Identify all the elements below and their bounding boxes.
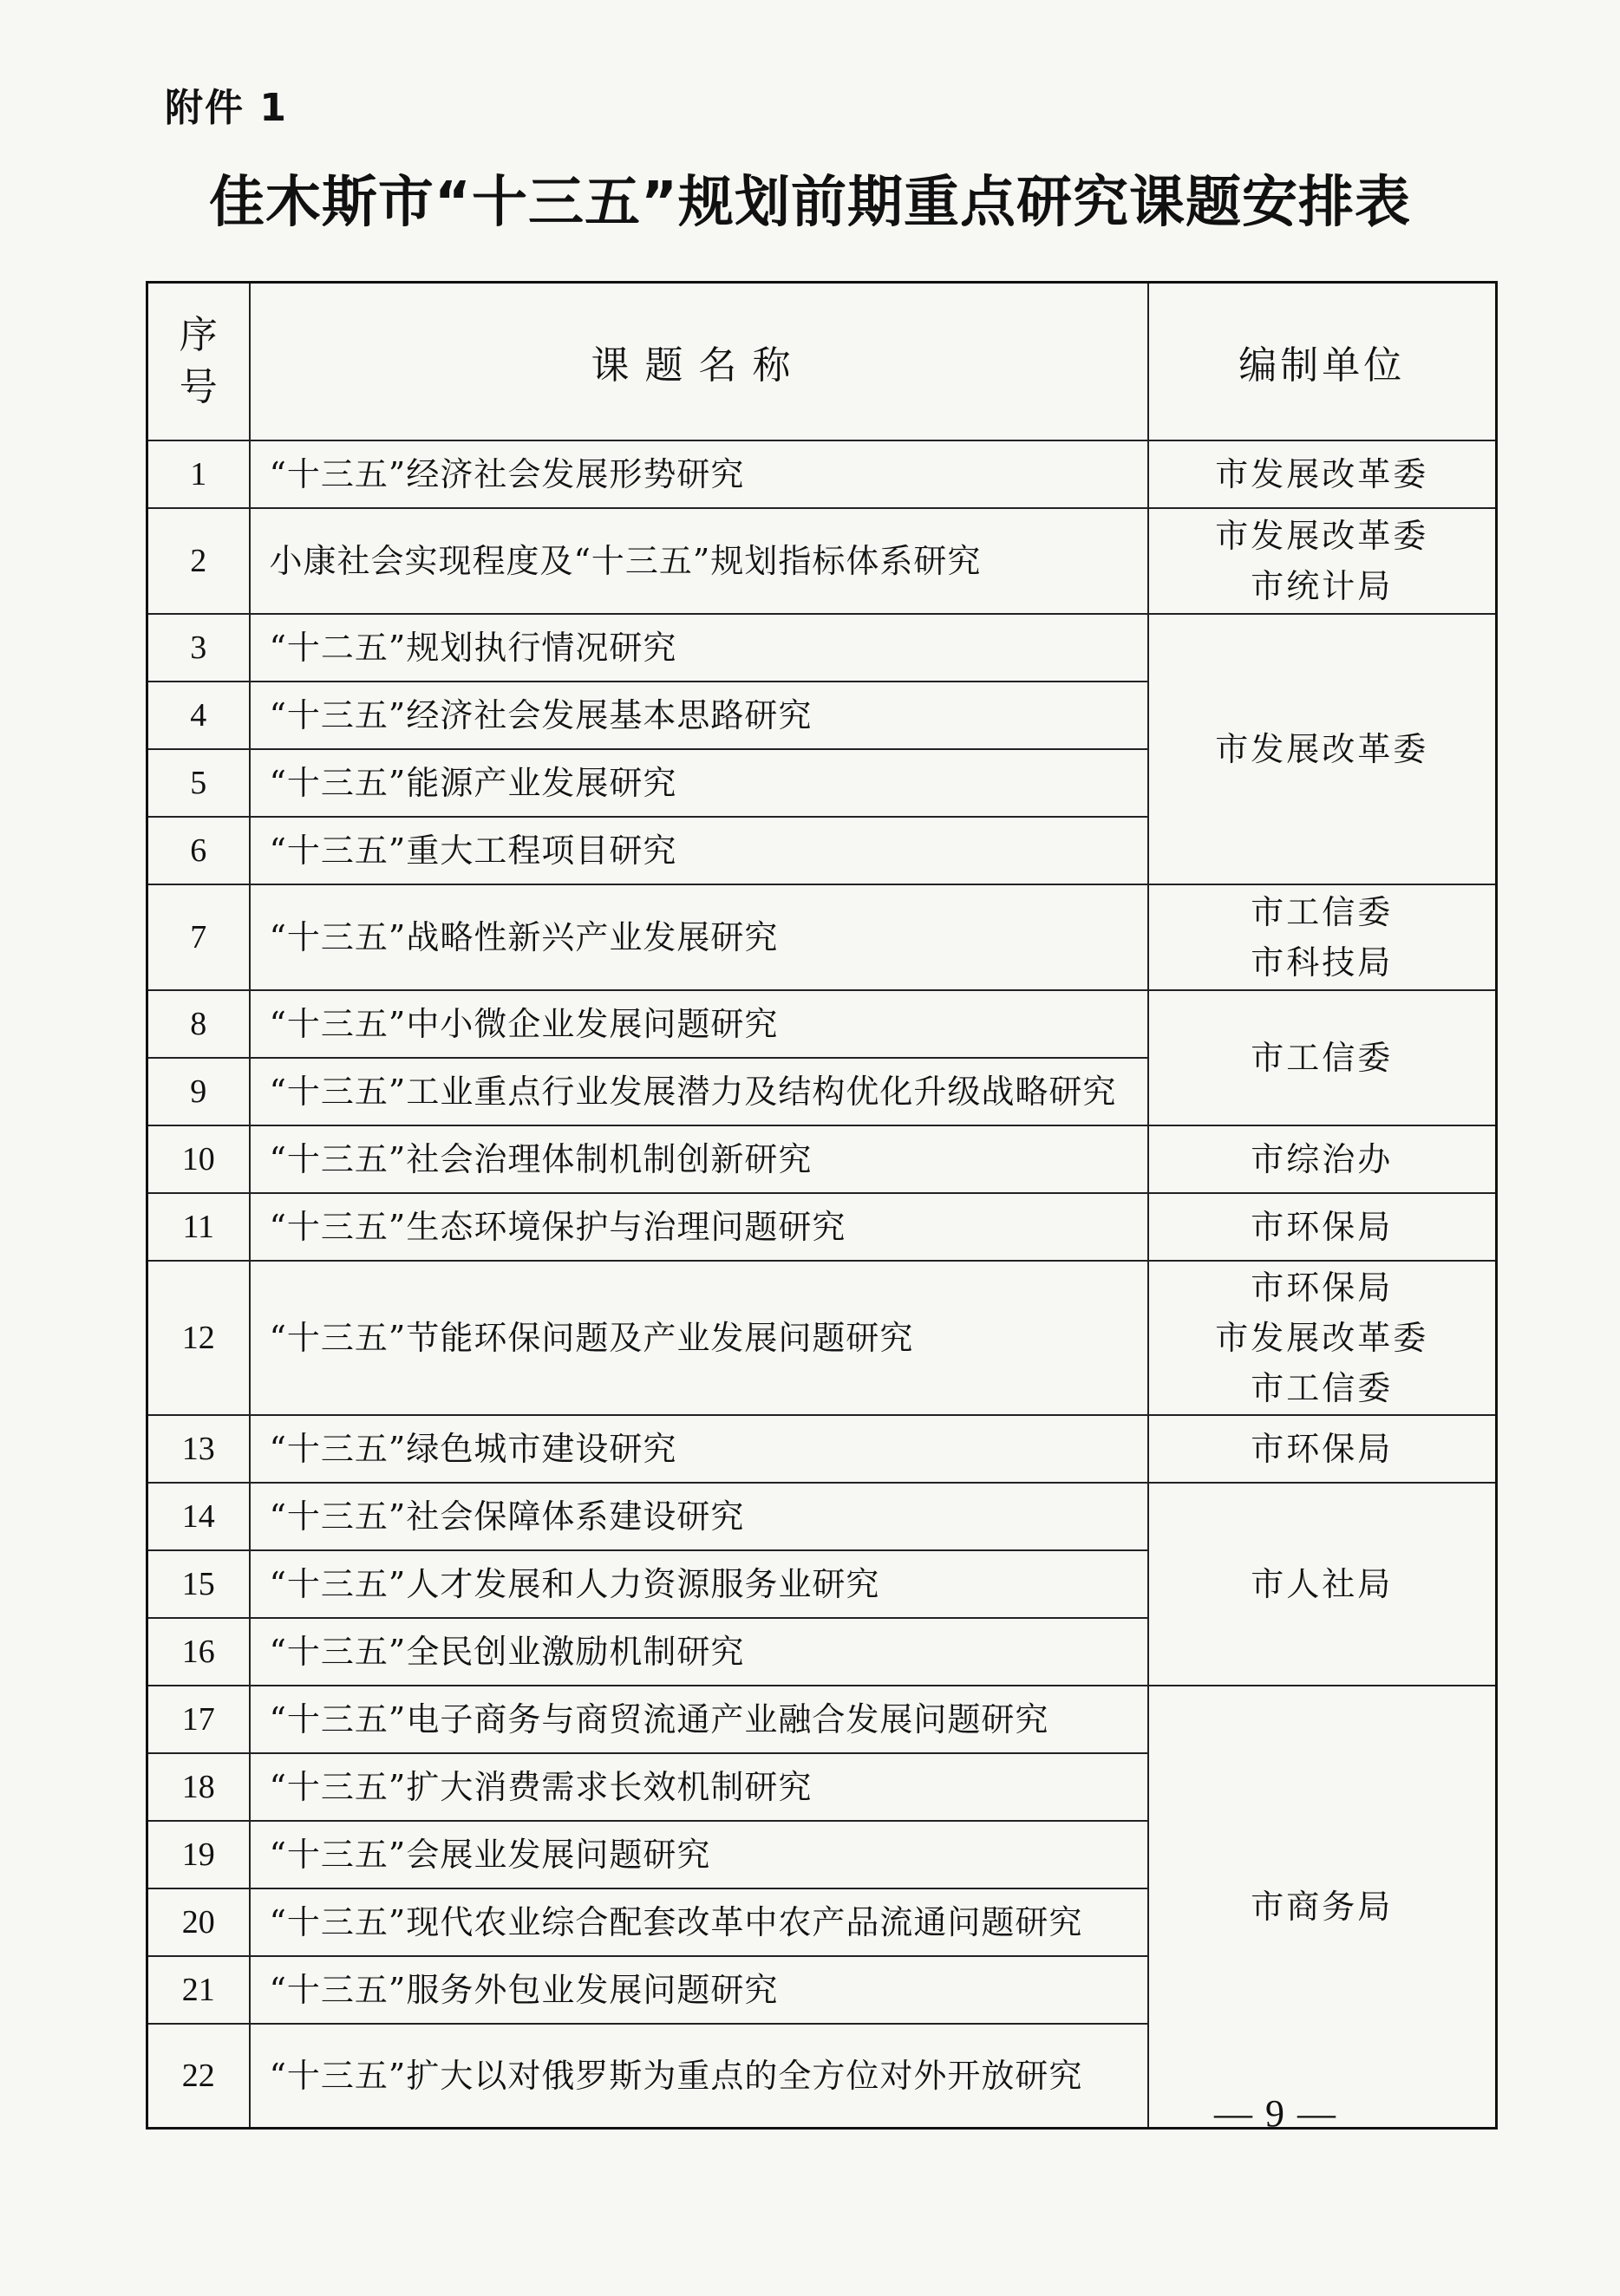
page-number: — 9 — xyxy=(1214,2092,1337,2135)
unit-line: 市科技局 xyxy=(1251,943,1394,982)
topic-name: 小康社会实现程度及“十三五”规划指标体系研究 xyxy=(250,508,1148,614)
row-number: 5 xyxy=(147,749,250,817)
compiling-unit xyxy=(1148,1261,1497,1415)
topic-name: “十三五”节能环保问题及产业发展问题研究 xyxy=(250,1261,1148,1415)
compiling-unit xyxy=(1148,614,1497,884)
topic-name: “十三五”扩大以对俄罗斯为重点的全方位对外开放研究 xyxy=(250,2024,1148,2129)
row-number: 10 xyxy=(147,1125,250,1193)
row-number: 3 xyxy=(147,614,250,682)
table-row xyxy=(147,1193,1497,1261)
row-number: 18 xyxy=(147,1753,250,1821)
unit-line: 市工信委 xyxy=(1251,1369,1394,1407)
unit-line: 市统计局 xyxy=(1251,567,1394,605)
topic-name: “十三五”人才发展和人力资源服务业研究 xyxy=(250,1550,1148,1618)
header-serial-number-line-2: 号 xyxy=(179,365,218,409)
unit-line: 市人社局 xyxy=(1251,1565,1394,1603)
row-number: 16 xyxy=(147,1618,250,1686)
table-row xyxy=(147,508,1497,614)
row-number: 4 xyxy=(147,682,250,749)
topic-name: “十三五”电子商务与商贸流通产业融合发展问题研究 xyxy=(250,1686,1148,1753)
compiling-unit xyxy=(1148,440,1497,508)
unit-line: 市环保局 xyxy=(1251,1269,1394,1307)
row-number: 13 xyxy=(147,1415,250,1483)
row-number: 20 xyxy=(147,1888,250,1956)
table-row xyxy=(147,990,1497,1058)
row-number: 11 xyxy=(147,1193,250,1261)
header-topic-name: 课题名称 xyxy=(250,283,1148,441)
compiling-unit xyxy=(1148,508,1497,614)
unit-line: 市发展改革委 xyxy=(1215,1319,1429,1357)
unit-line: 市发展改革委 xyxy=(1215,455,1429,493)
table-row xyxy=(147,1686,1497,1753)
topic-name: “十三五”会展业发展问题研究 xyxy=(250,1821,1148,1888)
topic-name: “十三五”社会治理体制机制创新研究 xyxy=(250,1125,1148,1193)
compiling-unit xyxy=(1148,884,1497,990)
header-serial-number xyxy=(147,283,250,441)
unit-line: 市环保局 xyxy=(1251,1208,1394,1246)
unit-line: 市环保局 xyxy=(1251,1430,1394,1468)
page-title: 佳木斯市“十三五”规划前期重点研究课题安排表 xyxy=(208,171,1412,235)
unit-line: 市发展改革委 xyxy=(1215,730,1429,768)
row-number: 22 xyxy=(147,2024,250,2129)
unit-line: 市工信委 xyxy=(1251,1039,1394,1077)
compiling-unit xyxy=(1148,1193,1497,1261)
topic-name: “十三五”重大工程项目研究 xyxy=(250,817,1148,884)
table-row xyxy=(147,1261,1497,1415)
row-number: 21 xyxy=(147,1956,250,2024)
table-row xyxy=(147,1483,1497,1550)
topic-name: “十三五”能源产业发展研究 xyxy=(250,749,1148,817)
table-header-row xyxy=(147,283,1497,441)
unit-line: 市综治办 xyxy=(1251,1140,1394,1178)
header-compiling-unit: 编制单位 xyxy=(1148,283,1497,441)
topic-name: “十三五”战略性新兴产业发展研究 xyxy=(250,884,1148,990)
unit-line: 市发展改革委 xyxy=(1215,517,1429,555)
topic-name: “十三五”扩大消费需求长效机制研究 xyxy=(250,1753,1148,1821)
row-number: 2 xyxy=(147,508,250,614)
row-number: 6 xyxy=(147,817,250,884)
topic-name: “十三五”服务外包业发展问题研究 xyxy=(250,1956,1148,2024)
compiling-unit xyxy=(1148,1483,1497,1686)
topic-name: “十三五”中小微企业发展问题研究 xyxy=(250,990,1148,1058)
topic-name: “十三五”社会保障体系建设研究 xyxy=(250,1483,1148,1550)
attachment-label: 附件 1 xyxy=(165,86,288,130)
unit-line: 市商务局 xyxy=(1251,1888,1394,1926)
compiling-unit xyxy=(1148,1686,1497,2129)
table-row xyxy=(147,1415,1497,1483)
table-row xyxy=(147,1125,1497,1193)
row-number: 15 xyxy=(147,1550,250,1618)
topic-name: “十三五”绿色城市建设研究 xyxy=(250,1415,1148,1483)
topic-name: “十三五”工业重点行业发展潜力及结构优化升级战略研究 xyxy=(250,1058,1148,1125)
topic-name: “十二五”规划执行情况研究 xyxy=(250,614,1148,682)
row-number: 17 xyxy=(147,1686,250,1753)
header-serial-number-line-1: 序 xyxy=(179,313,218,357)
topic-name: “十三五”经济社会发展形势研究 xyxy=(250,440,1148,508)
compiling-unit xyxy=(1148,990,1497,1125)
research-topic-table-container xyxy=(146,281,1495,2130)
research-topic-table xyxy=(146,281,1498,2130)
compiling-unit xyxy=(1148,1415,1497,1483)
topic-name: “十三五”现代农业综合配套改革中农产品流通问题研究 xyxy=(250,1888,1148,1956)
topic-name: “十三五”生态环境保护与治理问题研究 xyxy=(250,1193,1148,1261)
table-row xyxy=(147,884,1497,990)
topic-name: “十三五”经济社会发展基本思路研究 xyxy=(250,682,1148,749)
row-number: 19 xyxy=(147,1821,250,1888)
table-row xyxy=(147,614,1497,682)
row-number: 12 xyxy=(147,1261,250,1415)
row-number: 8 xyxy=(147,990,250,1058)
row-number: 9 xyxy=(147,1058,250,1125)
row-number: 1 xyxy=(147,440,250,508)
row-number: 14 xyxy=(147,1483,250,1550)
compiling-unit xyxy=(1148,1125,1497,1193)
topic-name: “十三五”全民创业激励机制研究 xyxy=(250,1618,1148,1686)
unit-line: 市工信委 xyxy=(1251,893,1394,931)
table-row xyxy=(147,440,1497,508)
row-number: 7 xyxy=(147,884,250,990)
